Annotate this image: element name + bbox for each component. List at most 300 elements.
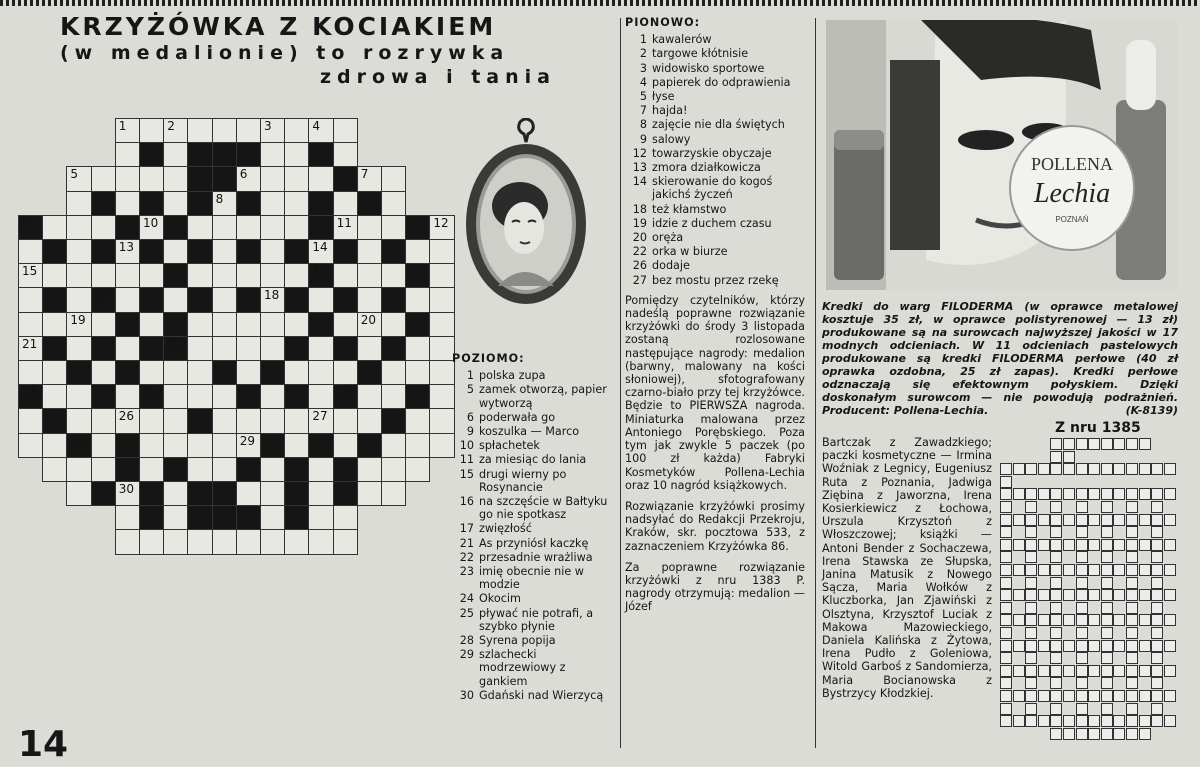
clue-item — [452, 439, 614, 452]
solution-cell — [1101, 488, 1113, 500]
solution-cell — [1063, 463, 1075, 475]
clue-number-label: 16 — [312, 264, 328, 279]
crossword-white-cell — [139, 166, 164, 191]
clue-number: 22 — [459, 550, 474, 564]
crossword-white-cell — [66, 239, 91, 264]
crossword-subtitle-2: zdrowa i tania — [320, 66, 556, 88]
solution-cell — [1038, 690, 1050, 702]
solution-cell — [1101, 728, 1113, 740]
crossword-white-cell — [66, 457, 91, 482]
crossword-white-cell — [308, 505, 333, 530]
solution-cell — [1050, 488, 1062, 500]
clue-text: kawalerów — [652, 33, 712, 47]
crossword-white-cell — [405, 336, 430, 361]
winners-list — [822, 436, 992, 700]
clue-text: widowisko sportowe — [652, 61, 765, 75]
solution-cell — [1113, 488, 1125, 500]
solution-cell — [1164, 690, 1176, 702]
crossword-black-cell — [91, 384, 116, 409]
clue-item — [452, 551, 614, 564]
clue-number-label: 13 — [118, 240, 135, 254]
crossword-white-cell — [381, 481, 406, 506]
submission-paragraph: Rozwiązanie krzyżówki prosimy nadsyłać do Redakcji Przekroju, Kraków, skr. pocztowa 533, z zaznaczeniem Krzyżówka 86. — [625, 499, 805, 553]
crossword-black-cell — [139, 481, 164, 506]
solution-cell — [1050, 690, 1062, 702]
clue-number-label: 20 — [360, 312, 377, 327]
crossword-black-cell — [284, 239, 309, 264]
crossword-black-cell — [139, 336, 164, 361]
solution-cell — [1000, 589, 1012, 601]
clue-number-label: 3 — [264, 119, 272, 133]
crossword-white-cell — [236, 215, 261, 240]
crossword-white-cell — [429, 360, 454, 385]
solution-cell — [1025, 715, 1037, 727]
crossword-white-cell — [163, 529, 188, 554]
solution-cell — [1050, 703, 1062, 715]
solution-cell — [1126, 438, 1138, 450]
solution-cell — [1000, 640, 1012, 652]
solution-cell — [1076, 526, 1088, 538]
crossword-white-cell — [357, 263, 382, 288]
solution-cell — [1076, 640, 1088, 652]
crossword-white-cell — [66, 408, 91, 433]
solution-cell — [1063, 514, 1075, 526]
poziomo-heading: POZIOMO: — [452, 352, 525, 365]
crossword-white-cell — [42, 457, 67, 482]
clue-text: idzie z duchem czasu — [652, 216, 772, 230]
crossword-white-cell — [163, 166, 188, 191]
crossword-black-cell — [187, 287, 212, 312]
clue-number-label: 24 — [143, 385, 159, 400]
clue-number-label: 2 — [167, 119, 175, 133]
solution-cell — [1164, 463, 1176, 475]
solution-cell — [1113, 564, 1125, 576]
solution-cell — [1088, 715, 1100, 727]
crossword-white-cell — [284, 529, 309, 554]
clue-number: 29 — [459, 648, 474, 662]
crossword-black-cell — [212, 481, 237, 506]
solution-cell — [1126, 577, 1138, 589]
clue-text: zamek otworzą, papier wytworzą — [479, 383, 607, 410]
crossword-black-cell — [163, 215, 188, 240]
crossword-white-cell — [236, 529, 261, 554]
crossword-white-cell — [115, 263, 140, 288]
lipstick-advert-photo — [826, 20, 1178, 290]
crossword-black-cell — [405, 384, 430, 409]
clue-number-label: 15 — [22, 264, 38, 279]
crossword-white-cell — [212, 215, 237, 240]
solution-cell — [1076, 614, 1088, 626]
solution-cell — [1050, 564, 1062, 576]
solution-cell — [1025, 551, 1037, 563]
crossword-black-cell — [115, 312, 140, 337]
solution-cell — [1139, 488, 1151, 500]
solution-cell — [1164, 614, 1176, 626]
solution-cell — [1151, 539, 1163, 551]
solution-cell — [1139, 715, 1151, 727]
advert-caption — [822, 300, 1178, 417]
crossword-white-cell — [163, 384, 188, 409]
solution-cell — [1088, 463, 1100, 475]
solution-cell — [1151, 514, 1163, 526]
crossword-white-cell — [18, 239, 43, 264]
clue-item — [452, 453, 614, 466]
solution-cell — [1013, 564, 1025, 576]
solution-cell — [1063, 539, 1075, 551]
clue-number-label: 23 — [22, 385, 38, 400]
crossword-black-cell — [236, 142, 261, 167]
crossword-white-cell — [260, 215, 285, 240]
solution-cell — [1113, 438, 1125, 450]
clue-item — [625, 90, 805, 103]
solution-cell — [1101, 703, 1113, 715]
crossword-black-cell — [187, 505, 212, 530]
clue-text: oręża — [652, 231, 684, 245]
crossword-white-cell — [284, 118, 309, 143]
solution-cell — [1076, 539, 1088, 551]
crossword-white-cell — [91, 360, 116, 385]
solution-cell — [1025, 652, 1037, 664]
solution-cell — [1013, 614, 1025, 626]
crossword-white-cell — [284, 142, 309, 167]
clue-text: poderwała go — [479, 410, 556, 424]
clue-item — [625, 245, 805, 258]
solution-cell — [1088, 564, 1100, 576]
clue-text: Gdański nad Wierzycą — [479, 688, 604, 702]
crossword-white-cell — [91, 215, 116, 240]
clue-number: 3 — [639, 61, 647, 75]
solution-cell — [1013, 640, 1025, 652]
solution-cell — [1076, 577, 1088, 589]
solution-cell — [1139, 564, 1151, 576]
solution-cell — [1101, 551, 1113, 563]
clue-item — [625, 47, 805, 60]
crossword-white-cell — [308, 166, 333, 191]
crossword-black-cell — [163, 457, 188, 482]
clue-item — [625, 231, 805, 244]
crossword-white-cell — [405, 239, 430, 264]
solution-cell — [1101, 438, 1113, 450]
clue-number: 26 — [632, 259, 647, 273]
crossword-white-cell — [139, 312, 164, 337]
crossword-white-cell — [212, 384, 237, 409]
crossword-black-cell — [308, 433, 333, 458]
clue-number-label: 14 — [312, 240, 328, 254]
solution-cell — [1076, 501, 1088, 513]
crossword-white-cell — [139, 360, 164, 385]
column-divider-2 — [815, 18, 816, 748]
solution-cell — [1050, 463, 1062, 475]
crossword-white-cell — [260, 457, 285, 482]
clue-number-label: 30 — [118, 482, 135, 496]
solution-cell — [1164, 564, 1176, 576]
solution-cell — [1076, 564, 1088, 576]
solution-cell — [1088, 614, 1100, 626]
solution-cell — [1151, 652, 1163, 664]
crossword-black-cell — [42, 336, 67, 361]
solution-cell — [1063, 640, 1075, 652]
solution-cell — [1050, 627, 1062, 639]
crossword-white-cell — [308, 287, 333, 312]
clue-item — [625, 76, 805, 89]
solution-cell — [1000, 564, 1012, 576]
clue-number: 18 — [632, 202, 647, 216]
solution-cell — [1013, 690, 1025, 702]
solution-cell — [1050, 677, 1062, 689]
crossword-white-cell — [381, 263, 406, 288]
solution-cell — [1076, 602, 1088, 614]
crossword-white-cell — [333, 433, 358, 458]
clue-item — [625, 33, 805, 46]
crossword-black-cell — [115, 215, 140, 240]
solution-cell — [1076, 665, 1088, 677]
clue-text: też kłamstwo — [652, 202, 727, 216]
crossword-white-cell — [333, 360, 358, 385]
crossword-white-cell — [260, 312, 285, 337]
crossword-white-cell — [236, 336, 261, 361]
clue-number: 9 — [639, 132, 647, 146]
solution-cell — [1126, 652, 1138, 664]
crossword-black-cell — [115, 360, 140, 385]
solution-cell — [1126, 526, 1138, 538]
crossword-white-cell — [187, 384, 212, 409]
page-number: 14 — [18, 724, 69, 765]
solution-cell — [1164, 488, 1176, 500]
crossword-white-cell — [381, 215, 406, 240]
crossword-white-cell — [115, 287, 140, 312]
solution-cell — [1038, 539, 1050, 551]
solution-cell — [1126, 690, 1138, 702]
crossword-white-cell — [139, 433, 164, 458]
solution-cell — [1126, 488, 1138, 500]
crossword-white-cell — [66, 191, 91, 216]
solution-cell — [1050, 501, 1062, 513]
crossword-black-cell — [236, 384, 261, 409]
crossword-black-cell — [187, 481, 212, 506]
solution-cell — [1126, 715, 1138, 727]
solution-cell — [1126, 501, 1138, 513]
clue-item — [625, 147, 805, 160]
crossword-white-cell — [42, 215, 67, 240]
solution-cell — [1050, 614, 1062, 626]
crossword-white-cell — [405, 457, 430, 482]
crossword-black-cell — [163, 312, 188, 337]
crossword-white-cell — [284, 166, 309, 191]
solution-cell — [1113, 665, 1125, 677]
clue-number: 11 — [459, 453, 474, 467]
previous-solution-grid — [1000, 438, 1185, 758]
solution-cell — [1063, 488, 1075, 500]
clue-item — [452, 369, 614, 382]
crossword-white-cell — [115, 142, 140, 167]
solution-cell — [1113, 690, 1125, 702]
clue-number-label: 10 — [143, 215, 159, 230]
solution-cell — [1076, 488, 1088, 500]
crossword-white-cell — [429, 408, 454, 433]
solution-cell — [1101, 539, 1113, 551]
crossword-white-cell — [212, 312, 237, 337]
clue-text: na szczęście w Bałtyku go nie spotkasz — [479, 495, 608, 522]
solution-cell — [1088, 728, 1100, 740]
crossword-subtitle-1: (w medalionie) to rozrywka — [60, 42, 510, 64]
crossword-white-cell — [405, 360, 430, 385]
clue-text: spłachetek — [479, 439, 540, 453]
solution-cell — [1000, 665, 1012, 677]
crossword-black-cell — [163, 263, 188, 288]
crossword-white-cell — [18, 360, 43, 385]
crossword-black-cell — [187, 142, 212, 167]
crossword-white-cell — [260, 408, 285, 433]
crossword-black-cell — [333, 287, 358, 312]
solution-cell — [1164, 589, 1176, 601]
solution-cell — [1050, 640, 1062, 652]
crossword-white-cell — [163, 191, 188, 216]
crossword-black-cell — [91, 481, 116, 506]
solution-cell — [1101, 665, 1113, 677]
solution-cell — [1164, 514, 1176, 526]
solution-cell — [1000, 627, 1012, 639]
solution-cell — [1101, 501, 1113, 513]
crossword-white-cell — [333, 142, 358, 167]
solution-cell — [1025, 514, 1037, 526]
solution-cell — [1025, 463, 1037, 475]
solution-cell — [1126, 665, 1138, 677]
crossword-black-cell — [405, 312, 430, 337]
crossword-white-cell — [18, 433, 43, 458]
crossword-white-cell — [42, 384, 67, 409]
clue-number: 28 — [459, 634, 474, 648]
crossword-white-cell — [115, 384, 140, 409]
winners-text: Bartczak z Zawadzkiego; paczki kosmetyczne — Irmina Woźniak z Legnicy, Eugeniusz Ruta z Poznania, Jadwiga Ziębina z Jaworzna, Irena Kosierkiewicz z Łochowa, Urszula Krzysztoń z Włoszczowej; książki — Antoni Bender z Sochaczewa, Irena Stawska ze Słupska, Janina Matusik z Nowego Sącza, Maria Wołków z Kluczborka, Jan Zjawiński z Olsztyna, Krzysztof Luciak z Makowa Mazowieckiego, Daniela Kalińska z Żytowa, Irena Pudło z Goleniowa, Witold Garboś z Sandomierza, Maria Bocianowska z Bystrzycy Kłodzkiej. — [822, 436, 992, 700]
crossword-white-cell — [66, 384, 91, 409]
solution-cell — [1025, 577, 1037, 589]
solution-cell — [1025, 501, 1037, 513]
solution-cell — [1076, 589, 1088, 601]
clue-item — [452, 634, 614, 647]
crossword-black-cell — [115, 433, 140, 458]
solution-cell — [1113, 614, 1125, 626]
crossword-white-cell — [236, 360, 261, 385]
crossword-white-cell — [115, 191, 140, 216]
crossword-black-cell — [91, 191, 116, 216]
crossword-black-cell — [139, 287, 164, 312]
crossword-white-cell — [284, 263, 309, 288]
solution-cell — [1025, 665, 1037, 677]
solution-cell — [1013, 589, 1025, 601]
clue-number: 22 — [632, 245, 647, 259]
clue-number: 20 — [632, 231, 647, 245]
clue-number-label: 9 — [22, 215, 30, 230]
crossword-white-cell — [91, 166, 116, 191]
crossword-black-cell — [187, 239, 212, 264]
solution-cell — [1101, 602, 1113, 614]
crossword-white-cell — [260, 529, 285, 554]
crossword-black-cell — [308, 142, 333, 167]
solution-cell — [1151, 564, 1163, 576]
crossword-black-cell — [42, 287, 67, 312]
solution-cell — [1101, 715, 1113, 727]
solution-cell — [1063, 438, 1075, 450]
solution-cell — [1151, 627, 1163, 639]
crossword-white-cell — [42, 312, 67, 337]
clue-number-label: 22 — [167, 336, 183, 351]
solution-cell — [1164, 665, 1176, 677]
clue-number: 17 — [459, 522, 474, 536]
crossword-white-cell — [139, 263, 164, 288]
crossword-white-cell — [333, 118, 358, 143]
crossword-white-cell — [405, 408, 430, 433]
crossword-white-cell — [260, 239, 285, 264]
solution-cell — [1151, 463, 1163, 475]
clue-number: 23 — [459, 565, 474, 579]
solution-cell — [1139, 640, 1151, 652]
clue-number: 9 — [466, 425, 474, 439]
crossword-white-cell — [187, 312, 212, 337]
clue-text: szlachecki modrzewiowy z gankiem — [479, 648, 566, 688]
crossword-white-cell — [18, 312, 43, 337]
solution-cell — [1101, 526, 1113, 538]
solution-cell — [1113, 539, 1125, 551]
crossword-white-cell — [163, 433, 188, 458]
solution-cell — [1139, 665, 1151, 677]
crossword-black-cell — [284, 336, 309, 361]
crossword-white-cell — [163, 142, 188, 167]
clue-item — [452, 411, 614, 424]
clue-number: 6 — [466, 410, 474, 424]
solution-cell — [1113, 715, 1125, 727]
crossword-black-cell — [115, 457, 140, 482]
solution-cell — [1025, 589, 1037, 601]
solution-cell — [1076, 514, 1088, 526]
solution-cell — [1013, 514, 1025, 526]
solution-cell — [1000, 690, 1012, 702]
solution-cell — [1088, 640, 1100, 652]
clue-number: 27 — [632, 273, 647, 287]
clue-text: zmora działkowicza — [652, 161, 761, 175]
crossword-white-cell — [187, 336, 212, 361]
solution-cell — [1025, 690, 1037, 702]
crossword-black-cell — [333, 457, 358, 482]
clue-item — [452, 565, 614, 591]
clue-text: polska zupa — [479, 369, 546, 383]
solution-cell — [1139, 728, 1151, 740]
clue-number: 8 — [639, 118, 647, 132]
crossword-black-cell — [333, 166, 358, 191]
clue-number-label: 26 — [118, 409, 135, 424]
solution-cell — [1101, 627, 1113, 639]
crossword-black-cell — [308, 215, 333, 240]
solution-cell — [1151, 501, 1163, 513]
crossword-white-cell — [308, 457, 333, 482]
solution-cell — [1164, 715, 1176, 727]
crossword-white-cell — [18, 408, 43, 433]
solution-cell — [1101, 577, 1113, 589]
clue-number-label: 21 — [22, 336, 38, 351]
clue-text: imię obecnie nie w modzie — [479, 565, 584, 592]
crossword-black-cell — [284, 287, 309, 312]
pionowo-heading: PIONOWO: — [625, 16, 701, 29]
solution-cell — [1088, 539, 1100, 551]
crossword-white-cell — [405, 287, 430, 312]
solution-cell — [1025, 564, 1037, 576]
crossword-white-cell — [260, 384, 285, 409]
solution-cell — [1076, 728, 1088, 740]
solution-cell — [1101, 677, 1113, 689]
crossword-black-cell — [308, 191, 333, 216]
solution-cell — [1126, 463, 1138, 475]
clue-text: łyse — [652, 90, 675, 104]
crossword-white-cell — [212, 287, 237, 312]
